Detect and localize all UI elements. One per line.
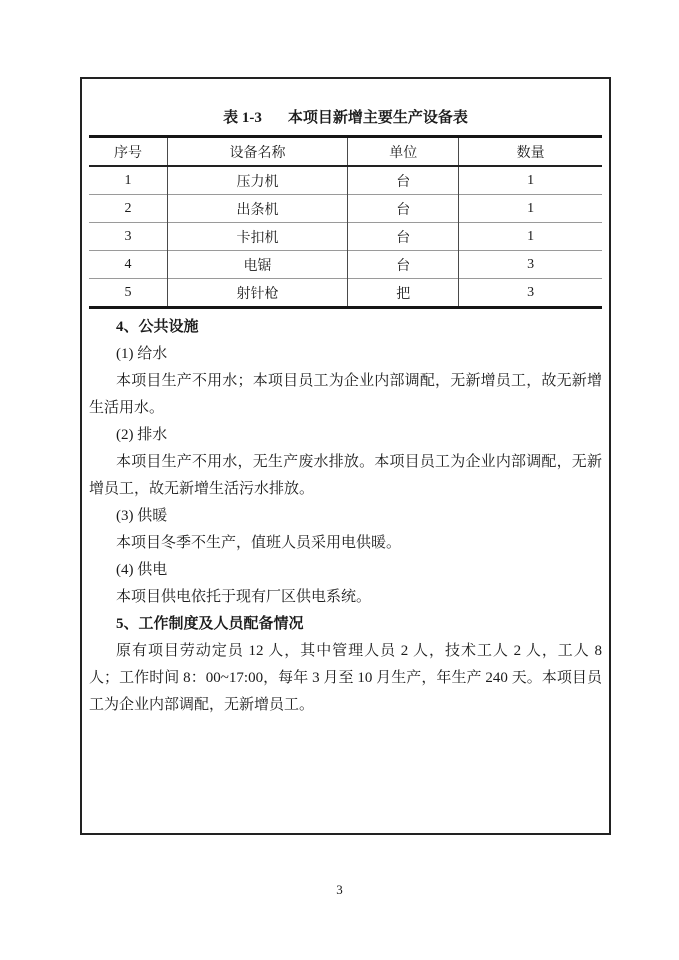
content-frame [80,77,611,835]
table-cell: 2 [89,195,167,223]
table-header-row [89,137,602,167]
subitem-water-supply: (1) 给水 [116,346,168,362]
table-header-cell: 单位 [348,137,459,167]
frame-content [82,108,609,719]
table-cell: 射针枪 [167,279,347,308]
table-cell: 台 [348,251,459,279]
subitem-drainage: (2) 排水 [116,427,168,443]
table-cell: 1 [459,166,602,195]
table-cell: 1 [124,172,132,188]
table-title-label: 表 1-3 [223,110,262,126]
section-heading-public-facilities: 4、公共设施 [116,319,199,335]
subitem-power-supply: (4) 供电 [116,562,168,578]
table-row [89,279,602,308]
table-row [89,195,602,223]
table-cell: 电锯 [167,251,347,279]
table-cell: 3 [89,223,167,251]
page-number: 3 [336,882,343,897]
body-text [89,314,602,719]
table-cell: 卡扣机 [167,223,347,251]
table-title-text: 本项目新增主要生产设备表 [287,110,468,126]
table-cell: 3 [459,251,602,279]
table-cell: 出条机 [167,195,347,223]
paragraph-work-schedule: 原有项目劳动定员 12 人，其中管理人员 2 人，技术工人 2 人，工人 8 人；工作时间 8：00~17:00，每年 3 月至 10 月生产，年生产 240 天。本项目员工为企业内部调配，无新增员工。 [89,643,602,713]
paragraph-power-supply: 本项目供电依托于现有厂区供电系统。 [116,589,372,605]
table-header-cell: 序号 [89,137,167,167]
table-row [89,166,602,195]
subitem-heating: (3) 供暖 [116,508,168,524]
table-cell: 压力机 [167,166,347,195]
table-title [89,108,602,128]
paragraph-water-supply: 本项目生产不用水；本项目员工为企业内部调配，无新增员工，故无新增生活用水。 [89,373,602,416]
table-header-cell: 设备名称 [167,137,347,167]
table-row [89,223,602,251]
table-cell: 5 [89,279,167,308]
section-heading-work-schedule: 5、工作制度及人员配备情况 [116,616,304,632]
equipment-table [89,135,602,309]
table-row [89,251,602,279]
table-cell: 台 [348,195,459,223]
table-cell: 台 [348,166,459,195]
table-header-cell: 数量 [459,137,602,167]
paragraph-drainage: 本项目生产不用水，无生产废水排放。本项目员工为企业内部调配，无新增员工，故无新增生活污水排放。 [89,454,602,497]
table-cell: 1 [459,195,602,223]
table-cell: 台 [348,223,459,251]
table-cell: 4 [89,251,167,279]
paragraph-heating: 本项目冬季不生产，值班人员采用电供暖。 [116,535,402,551]
table-cell: 把 [348,279,459,308]
table-cell: 3 [459,279,602,308]
table-cell: 1 [459,223,602,251]
